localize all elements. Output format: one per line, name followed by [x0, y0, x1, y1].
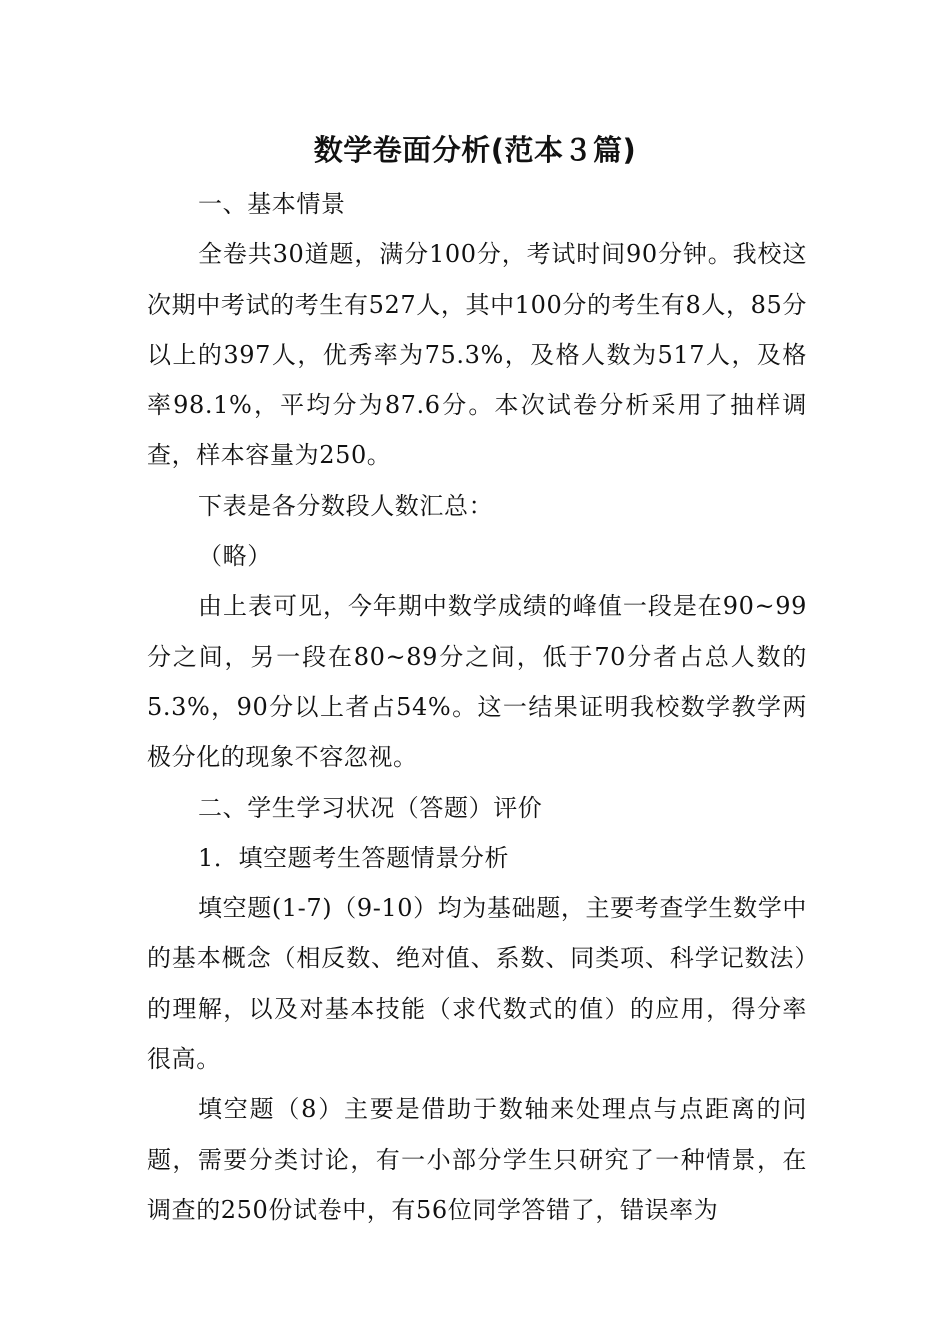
paragraph-fill-blank-question-8: 填空题（8）主要是借助于数轴来处理点与点距离的问题，需要分类讨论，有一小部分学生只研究了一种情景，在调查的250份试卷中，有56位同学答错了，错误率为	[147, 1095, 807, 1224]
subsection-heading-fill-blank: 1．填空题考生答题情景分析	[198, 843, 510, 872]
paragraph-fill-blank-basic: 填空题(1-7)（9-10）均为基础题，主要考查学生数学中的基本概念（相反数、绝对值、系数、同类项、科学记数法）的理解，以及对基本技能（求代数式的值）的应用，得分率很高。	[147, 894, 807, 1074]
paragraph-exam-overview: 全卷共30道题，满分100分，考试时间90分钟。我校这次期中考试的考生有527人，其中100分的考生有8人，85分以上的397人，优秀率为75.3%，及格人数为517人，及格率98.1%，平均分为87.6分。本次试卷分析采用了抽样调查，样本容量为250。	[147, 240, 807, 470]
paragraph-score-distribution: 由上表可见，今年期中数学成绩的峰值一段是在90~99分之间，另一段在80~89分之间，低于70分者占总人数的5.3%，90分以上者占54%。这一结果证明我校数学教学两极分化的现象不容忽视。	[147, 592, 807, 772]
section-heading-evaluation: 二、学生学习状况（答题）评价	[198, 793, 543, 822]
paragraph-table-intro: 下表是各分数段人数汇总：	[198, 491, 494, 520]
document-body	[147, 179, 807, 1235]
section-heading-basic: 一、基本情景	[198, 190, 346, 218]
document-title: 数学卷面分析(范本３篇)	[313, 133, 637, 167]
omitted-note: （略）	[198, 542, 272, 571]
